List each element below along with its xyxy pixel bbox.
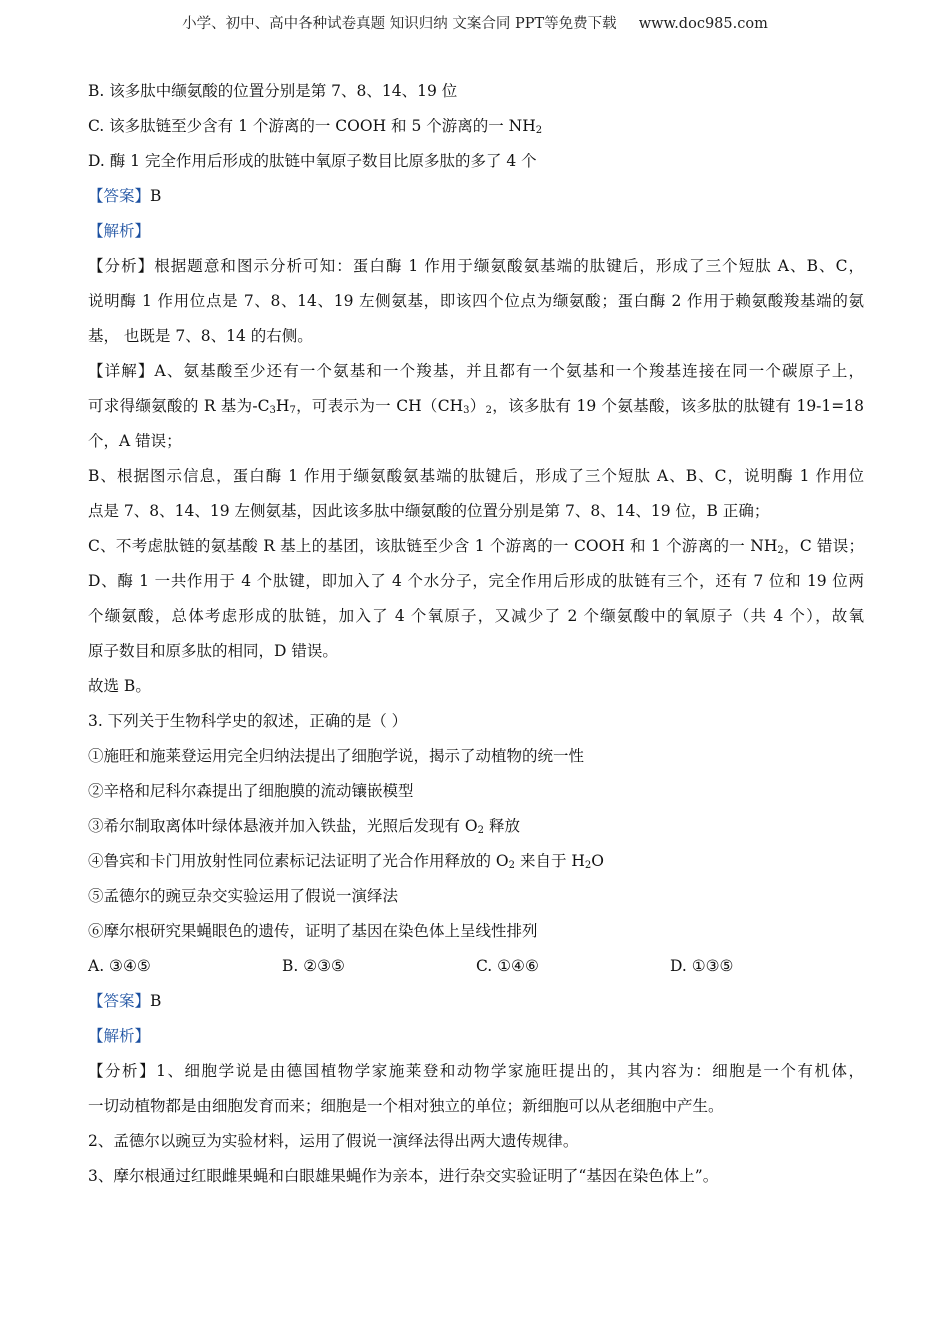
- q3-options: [88, 953, 864, 988]
- q3-fenxi-line-2: 一切动植物都是由细胞发育而来；细胞是一个相对独立的单位；新细胞可以从老细胞中产生。: [88, 1097, 724, 1115]
- page-header: [0, 12, 950, 33]
- q2-fenxi-line-2: 说明酶 1 作用位点是 7、8、14、19 左侧氨基，即该四个位点为缬氨酸；蛋白酶 2 作用于赖氨酸羧基端的氨: [88, 292, 864, 310]
- q2-detail-d-1: D、酶 1 一共作用于 4 个肽键，即加入了 4 个水分子，完全作用后形成的肽链有三个，还有 7 位和 19 位两: [88, 572, 864, 590]
- q3-option-a: A. ③④⑤: [88, 957, 151, 975]
- q2-detail-a-3: 个，A 错误；: [88, 432, 182, 450]
- q2-option-b: B. 该多肽中缬氨酸的位置分别是第 7、8、14、19 位: [88, 82, 458, 100]
- q3-statement-5: ⑤孟德尔的豌豆杂交实验运用了假说一演绎法: [88, 887, 399, 905]
- q2-fenxi-line-1: 【分析】根据题意和图示分析可知：蛋白酶 1 作用于缬氨酸氨基端的肽键后，形成了三个短肽 A、B、C，: [88, 257, 864, 275]
- q2-option-c: C. 该多肽链至少含有 1 个游离的一 COOH 和 5 个游离的一 $NH_2$: [88, 117, 543, 136]
- q3-statement-2: ②辛格和尼科尔森提出了细胞膜的流动镶嵌模型: [88, 782, 414, 800]
- q3-statement-3: ③希尔制取离体叶绿体悬液并加入铁盐，光照后发现有 $O_2$ 释放: [88, 817, 520, 836]
- answer-tag: 【答案】: [88, 992, 151, 1010]
- fenxi-tag: 【分析】: [88, 1062, 157, 1080]
- q3-statement-1: ①施旺和施莱登运用完全归纳法提出了细胞学说，揭示了动植物的统一性: [88, 747, 585, 765]
- q2-detail-a-1: 【详解】A、氨基酸至少还有一个氨基和一个羧基，并且都有一个氨基和一个羧基连接在同一个碳原子上，: [88, 362, 864, 380]
- xiangjie-tag: 【详解】: [88, 362, 155, 380]
- page-content: [88, 78, 864, 1198]
- q3-answer: [88, 988, 864, 1023]
- q2-conclusion: 故选 B。: [88, 677, 151, 695]
- q2-detail-d-3: 原子数目和原多肽的相同，D 错误。: [88, 642, 338, 660]
- q3-option-c: C. ①④⑥: [476, 957, 539, 975]
- answer-value: B: [150, 992, 162, 1010]
- q2-detail-b-2: 点是 7、8、14、19 左侧氨基，因此该多肽中缬氨酸的位置分别是第 7、8、14、19 位，B 正确；: [88, 502, 770, 520]
- answer-tag: 【答案】: [88, 187, 151, 205]
- q2-analysis-tag: 【解析】: [88, 222, 151, 240]
- q3-fenxi-line-1: 【分析】1、细胞学说是由德国植物学家施莱登和动物学家施旺提出的，其内容为：细胞是一个有机体，: [88, 1062, 864, 1080]
- q2-detail-d-2: 个缬氨酸，总体考虑形成的肽链，加入了 4 个氧原子，又减少了 2 个缬氨酸中的氧原子（共 4 个），故氧: [88, 607, 864, 625]
- q3-statement-6: ⑥摩尔根研究果蝇眼色的遗传，证明了基因在染色体上呈线性排列: [88, 922, 538, 940]
- header-site: www.doc985.com: [638, 16, 768, 32]
- q3-fenxi-line-3: 2、孟德尔以豌豆为实验材料，运用了假说一演绎法得出两大遗传规律。: [88, 1132, 579, 1150]
- q2-detail-b-1: B、根据图示信息，蛋白酶 1 作用于缬氨酸氨基端的肽键后，形成了三个短肽 A、B、C，说明酶 1 作用位: [88, 467, 864, 485]
- q2-detail-c: C、不考虑肽链的氨基酸 R 基上的基团，该肽链至少含 1 个游离的一 COOH 和 1 个游离的一 $NH_2$，C 错误；: [88, 537, 864, 556]
- q2-fenxi-line-3: 基， 也既是 7、8、14 的右侧。: [88, 327, 313, 345]
- q2-option-d: D. 酶 1 完全作用后形成的肽链中氧原子数目比原多肽的多了 4 个: [88, 152, 537, 170]
- q3-option-d: D. ①③⑤: [670, 957, 734, 975]
- fenxi-tag: 【分析】: [88, 257, 155, 275]
- q3-statement-4: ④鲁宾和卡门用放射性同位素标记法证明了光合作用释放的 $O_2$ 来自于 $H_2O$: [88, 852, 604, 871]
- answer-value: B: [150, 187, 162, 205]
- q3-option-b: B. ②③⑤: [282, 957, 345, 975]
- q2-answer: [88, 183, 864, 218]
- header-text: 小学、初中、高中各种试卷真题 知识归纳 文案合同 PPT等免费下载: [182, 16, 617, 32]
- q2-detail-a-2: 可求得缬氨酸的 R 基为$-C_3H_7$，可表示为一 $CH(CH_3)_2$，该多肽有 19 个氨基酸，该多肽的肽键有 19-1=18: [88, 397, 864, 416]
- q3-stem: 3. 下列关于生物科学史的叙述，正确的是（ ）: [88, 712, 408, 730]
- q3-fenxi-line-4: 3、摩尔根通过红眼雌果蝇和白眼雄果蝇作为亲本，进行杂交实验证明了“基因在染色体上”。: [88, 1167, 719, 1185]
- q3-analysis-tag: 【解析】: [88, 1027, 151, 1045]
